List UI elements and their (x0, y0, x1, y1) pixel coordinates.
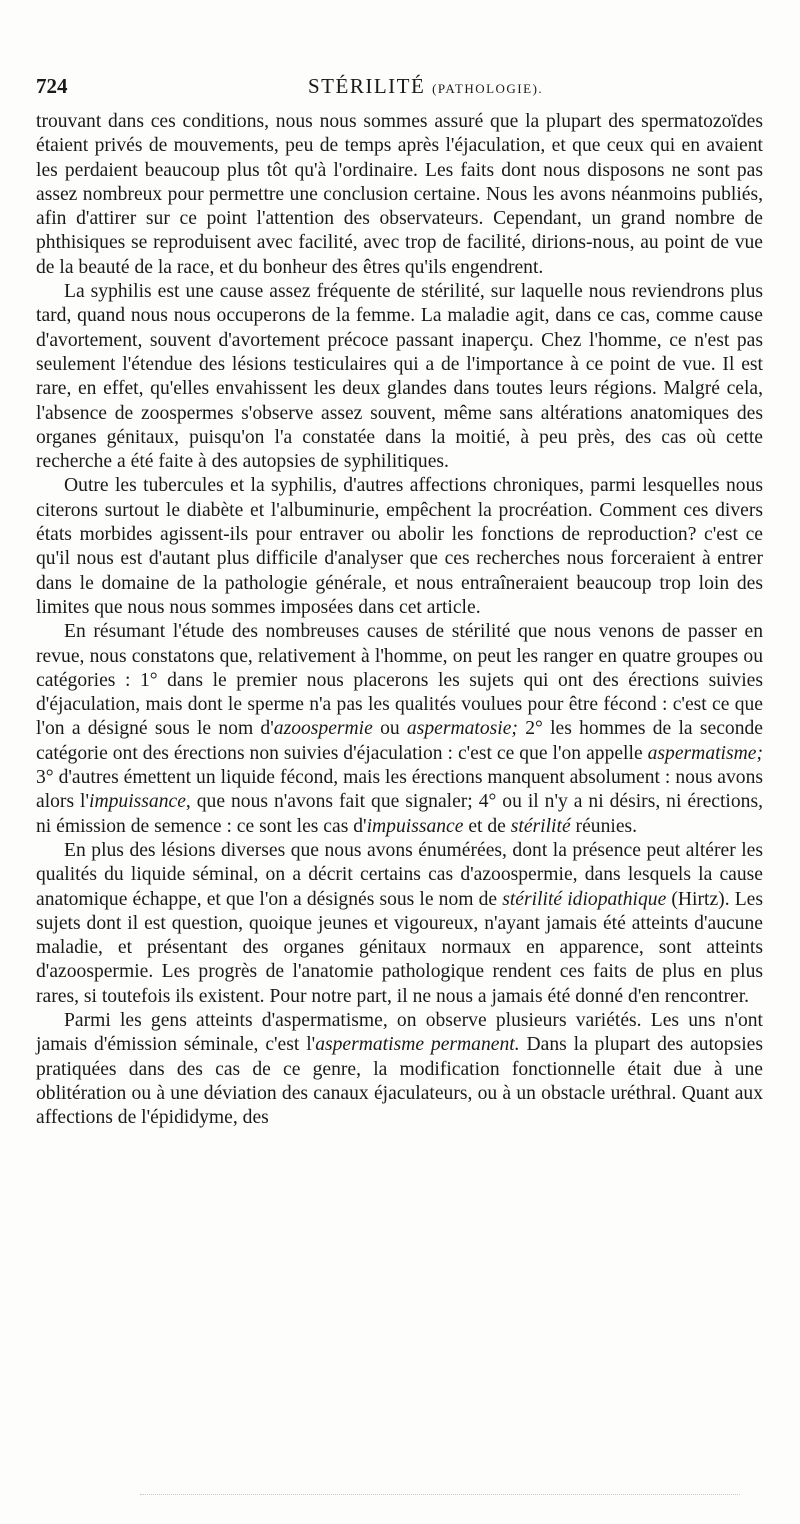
text-run: En résumant l'étude des nombreuses causes de stérilité que nous venons de passer en revue, nous constatons que, relativement à l'homme, on peut les ranger en quatre groupes ou catégories : 1° dans le premier nous placerons les sujets qui ont des érections suivies d'éjaculation, mais dont le sperme n'a pas les qualités voulues pour être fécond : c'est ce que l'on a désigné sous le nom d' (36, 621, 763, 740)
text-run: 2° les hommes de la seconde catégorie ont des érections non suivies d'éjaculation : c'est ce que l'on appelle (36, 718, 763, 764)
text-run: (Hirtz). Les sujets dont il est question, quoique jeunes et vigoureux, n'ayant jamais été atteints d'aucune maladie, et présentant des organes génitaux normaux en apparence, sont atteints d'azoospermie. Les progrès de l'anatomie pathologique rendent ces faits de plus en plus rares, si toutefois ils existent. Pour notre part, il ne nous a jamais été donné d'en rencontrer. (36, 888, 763, 1007)
text-run: 3° d'autres émettent un liquide fécond, mais les érections manquent absolument : nous avons alors l' (36, 767, 763, 813)
page-number: 724 (36, 74, 68, 98)
text-run: Parmi les gens atteints d'aspermatisme, on observe plusieurs variétés. Les uns n'ont jamais d'émission séminale, c'est l' (36, 1009, 763, 1056)
paragraph-5 (36, 839, 763, 1009)
page-bottom-scan-marks (140, 1494, 740, 1496)
text-run: , que nous n'avons fait que signaler; 4° ou il n'y a ni désirs, ni érections, ni émission de semence : ce sont les cas d' (36, 791, 763, 837)
text-run: et de (463, 815, 511, 837)
running-head (308, 74, 543, 99)
text-run: Outre les tubercules et la syphilis, d'autres affections chroniques, parmi lesquelles nous citerons surtout le diabète et l'albuminurie, empêchent la procréation. Comment ces divers états morbides agissent-ils pour entraver ou abolir les fonctions de reproduction? c'est ce qu'il nous est d'autant plus difficile d'analyser que ces recherches nous forceraient à entrer dans le domaine de la pathologie générale, et nous entraîneraient beaucoup trop loin des limites que nous nous sommes imposées dans cet article. (36, 475, 763, 618)
text-run: réunies. (570, 815, 638, 837)
italic-term: stérilité idiopathique (502, 888, 667, 910)
paragraph-3 (36, 474, 763, 620)
text-run: La syphilis est une cause assez fréquente de stérilité, sur laquelle nous reviendrons plus tard, quand nous nous occuperons de la femme. La maladie agit, dans ce cas, comme cause d'avortement, souvent d'avortement précoce passant inaperçu. Chez l'homme, ce n'est pas seulement l'étendue des lésions testiculaires qui a de l'importance à ce point de vue. Il est rare, en effet, qu'elles envahissent les deux glandes dans toutes leurs régions. Malgré cela, l'absence de zoospermes s'observe assez souvent, même sans altérations anatomiques des organes génitaux, puisqu'on l'a constatée dans la moitié, à peu près, des cas où cette recherche a été faite à des autopsies de syphilitiques. (36, 281, 763, 473)
running-head-title: STÉRILITÉ (308, 74, 426, 98)
text-run: trouvant dans ces conditions, nous nous sommes assuré que la plupart des spermatozoïdes étaient privés de mouvements, peu de temps après l'éjaculation, et que ceux qui en avaient les perdaient beaucoup plus tôt qu'à l'ordinaire. Les faits dont nous disposons ne sont pas assez nombreux pour permettre une conclusion certaine. Nous les avons néanmoins publiés, afin d'attirer sur ce point l'attention des observateurs. Cependant, un grand nombre de phthisiques se reproduisent avec facilité, avec trop de facilité, dirions-nous, au point de vue de la beauté de la race, et du bonheur des êtres qu'ils engendrent. (36, 111, 763, 278)
italic-term: aspermatosie; (406, 718, 518, 740)
paragraph-4 (36, 620, 763, 839)
text-run: Dans la plupart des autopsies pratiquées dans des cas de ce genre, la modification fonctionnelle était due à une oblitération ou à une déviation des canaux éjaculateurs, ou à un obstacle uréthral. Quant aux affections de l'épididyme, des (36, 1034, 763, 1129)
text-run: En plus des lésions diverses que nous avons énumérées, dont la présence peut altérer les qualités du liquide séminal, on a décrit certains cas d'azoospermie, dans lesquels la cause anatomique échappe, et que l'on a désignés sous le nom de (36, 839, 763, 910)
text-run: ou (372, 718, 407, 740)
running-head-subtitle: (PATHOLOGIE). (432, 81, 544, 96)
italic-term: impuissance (366, 815, 464, 837)
body-text (36, 110, 763, 1130)
italic-term: aspermatisme permanent. (315, 1034, 520, 1056)
paragraph-1 (36, 110, 763, 280)
paragraph-2 (36, 280, 763, 474)
italic-term: aspermatisme; (647, 742, 763, 764)
paragraph-6 (36, 1009, 763, 1130)
italic-term: impuissance (89, 791, 186, 813)
italic-term: stérilité (510, 815, 571, 837)
italic-term: azoospermie (273, 718, 373, 740)
page-header (36, 74, 764, 104)
